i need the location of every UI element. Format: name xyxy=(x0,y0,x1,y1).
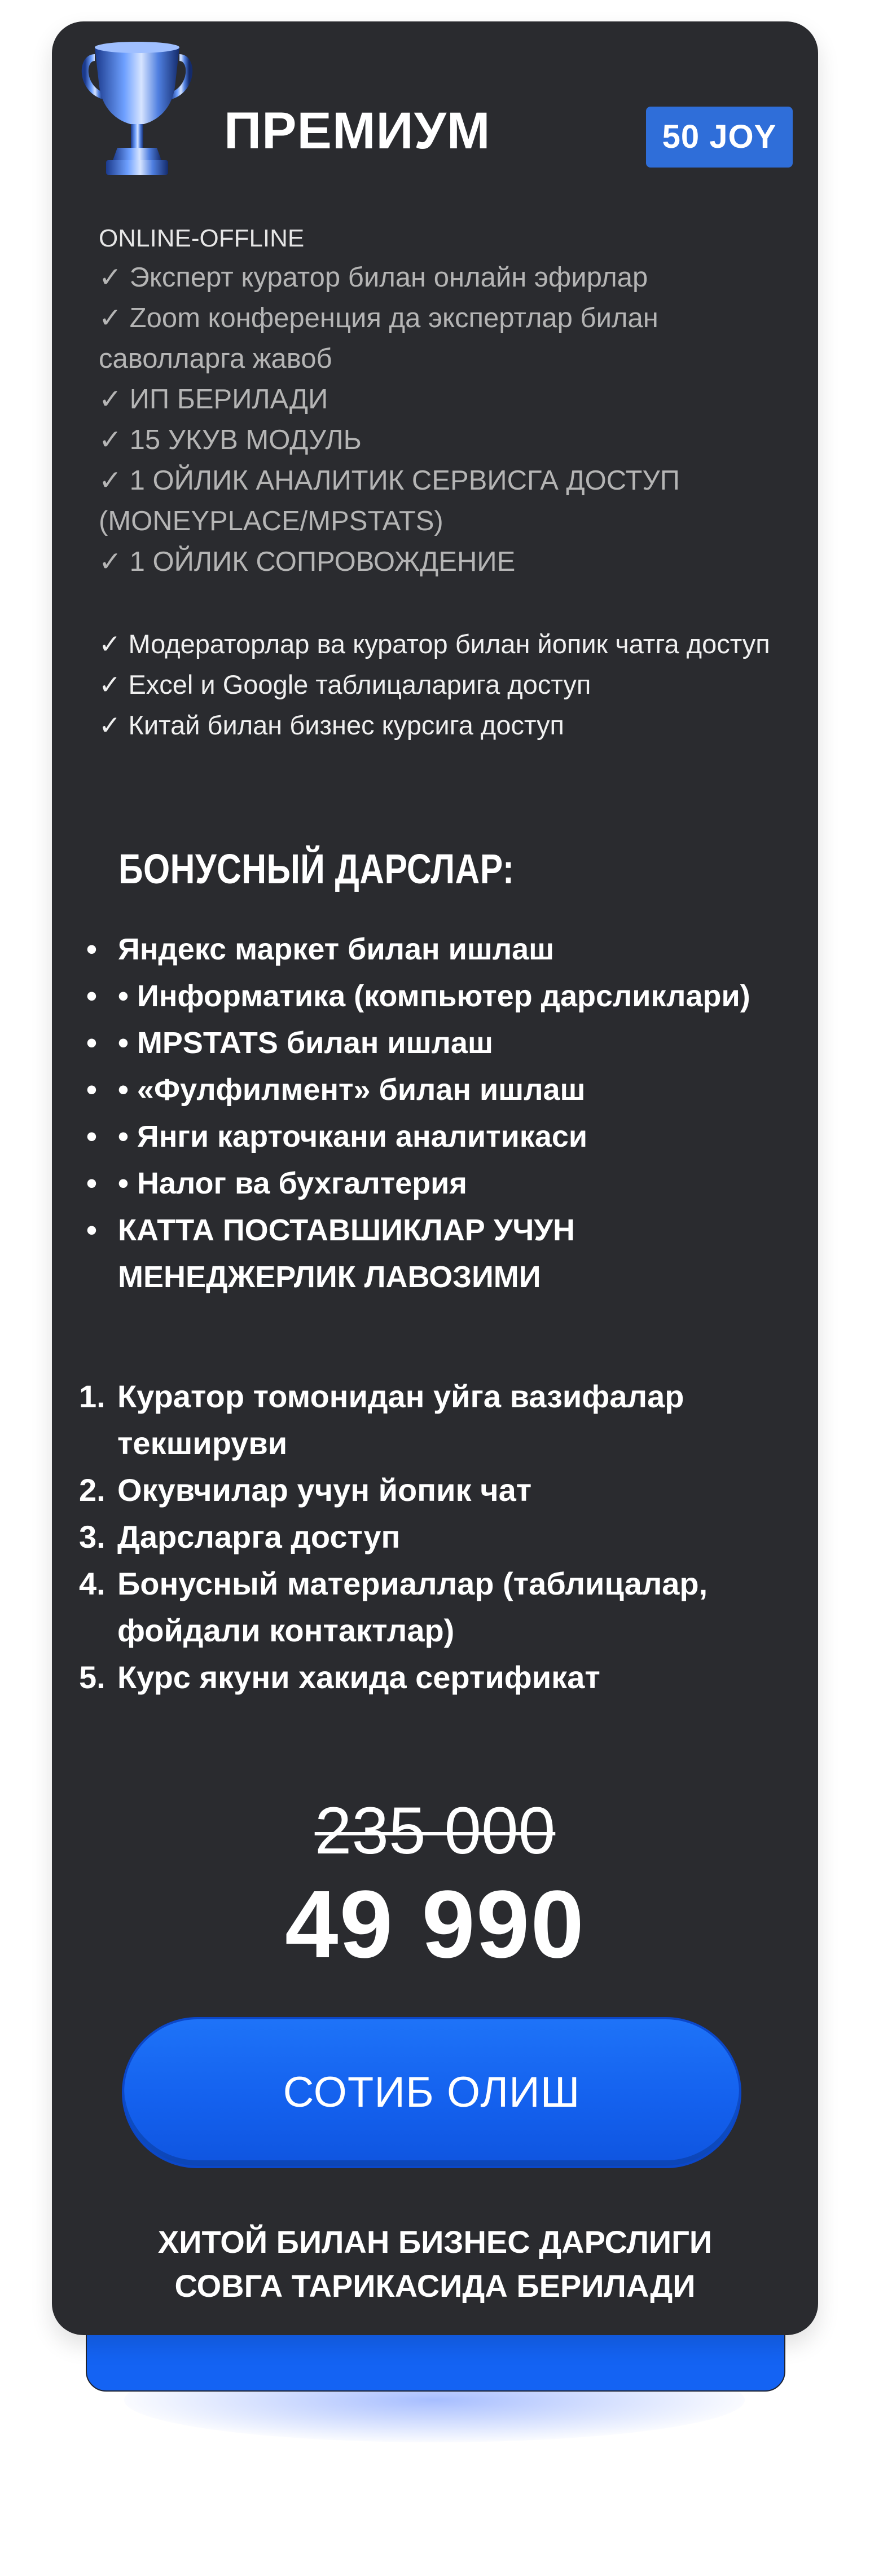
plan-title: ПРЕМИУМ xyxy=(224,102,491,160)
feature-item: ✓ Эксперт куратор билан онлайн эфирлар xyxy=(99,262,648,293)
feature-item: ✓ ИП БЕРИЛАДИ xyxy=(99,384,328,415)
benefits-numbered-list xyxy=(79,1373,790,1701)
bullet-icon: • xyxy=(86,1166,97,1200)
list-item xyxy=(79,1373,790,1467)
current-price: 49 990 xyxy=(285,1871,585,1978)
gift-note-line: ХИТОЙ БИЛАН БИЗНЕС ДАРСЛИГИ xyxy=(157,2224,713,2260)
benefit-text: Куратор томонидан уйга вазифалар текшируви xyxy=(117,1379,684,1461)
bullet-icon: • xyxy=(86,1120,97,1153)
feature-item: ✓ 1 ОЙЛИК СОПРОВОЖДЕНИЕ xyxy=(99,547,516,577)
price-badge: 50 JOY xyxy=(646,107,793,168)
benefit-text: Окувчилар учун йопик чат xyxy=(117,1472,532,1508)
list-item xyxy=(83,1207,811,1301)
bonus-item-text: Яндекс маркет билан ишлаш xyxy=(118,932,555,966)
list-item xyxy=(83,973,811,1020)
list-number: 3. xyxy=(79,1519,106,1555)
feature-item: ✓ 1 ОЙЛИК АНАЛИТИК СЕРВИСГА ДОСТУП (MONEYPLACE/MPSTATS) xyxy=(99,465,680,536)
trophy-icon xyxy=(78,35,196,183)
buy-button[interactable]: СОТИБ ОЛИШ xyxy=(122,2017,741,2168)
list-number: 5. xyxy=(79,1659,106,1695)
list-item xyxy=(83,1160,811,1207)
list-item xyxy=(79,1560,790,1654)
feature-item: ✓ Excel и Google таблицаларига доступ xyxy=(99,670,591,699)
plan-mode: ONLINE-OFFLINE xyxy=(99,224,305,252)
extra-features-list xyxy=(99,624,776,746)
bonus-lessons-heading: БОНУСНЫЙ ДАРСЛАР: xyxy=(118,846,515,892)
list-item xyxy=(83,926,811,973)
bonus-item-text: • «Фулфилмент» билан ишлаш xyxy=(118,1073,586,1107)
list-number: 4. xyxy=(79,1566,106,1601)
benefit-text: Курс якуни хакида сертификат xyxy=(117,1659,600,1695)
features-list xyxy=(99,257,719,582)
list-item xyxy=(83,1020,811,1067)
list-item xyxy=(79,1467,790,1513)
feature-item: ✓ Модераторлар ва куратор билан йопик чатга доступ xyxy=(99,629,770,659)
bonus-item-text: • Янги карточкани аналитикаси xyxy=(118,1120,588,1153)
list-item xyxy=(83,1067,811,1113)
gift-note xyxy=(52,2220,818,2308)
bullet-icon: • xyxy=(86,979,97,1013)
bonus-lessons-list xyxy=(83,926,811,1301)
premium-plan-card xyxy=(52,21,818,2335)
bullet-icon: • xyxy=(86,1073,97,1107)
feature-item: ✓ 15 УКУВ МОДУЛЬ xyxy=(99,425,362,455)
bonus-item-text: КАТТА ПОСТАВШИКЛАР УЧУН МЕНЕДЖЕРЛИК ЛАВОЗИМИ xyxy=(118,1213,575,1294)
list-item xyxy=(79,1513,790,1560)
gift-note-line: СОВГА ТАРИКАСИДА БЕРИЛАДИ xyxy=(174,2268,696,2304)
bonus-item-text: • MPSTATS билан ишлаш xyxy=(118,1026,493,1060)
bullet-icon: • xyxy=(86,932,97,966)
bullet-icon: • xyxy=(86,1026,97,1060)
list-number: 1. xyxy=(79,1379,106,1414)
list-item xyxy=(83,1113,811,1160)
list-item xyxy=(79,1654,790,1701)
feature-item: ✓ Китай билан бизнес курсига доступ xyxy=(99,710,564,740)
bonus-item-text: • Налог ва бухгалтерия xyxy=(118,1166,467,1200)
list-number: 2. xyxy=(79,1472,106,1508)
benefit-text: Дарсларга доступ xyxy=(117,1519,401,1555)
bullet-icon: • xyxy=(86,1213,97,1247)
feature-item: ✓ Zoom конференция да экспертлар билан саволларга жавоб xyxy=(99,303,658,374)
old-price: 235 000 xyxy=(314,1794,556,1868)
benefit-text: Бонусный материаллар (таблицалар, фойдали контактлар) xyxy=(117,1566,708,1648)
bonus-item-text: • Информатика (компьютер дарсликлари) xyxy=(118,979,750,1013)
